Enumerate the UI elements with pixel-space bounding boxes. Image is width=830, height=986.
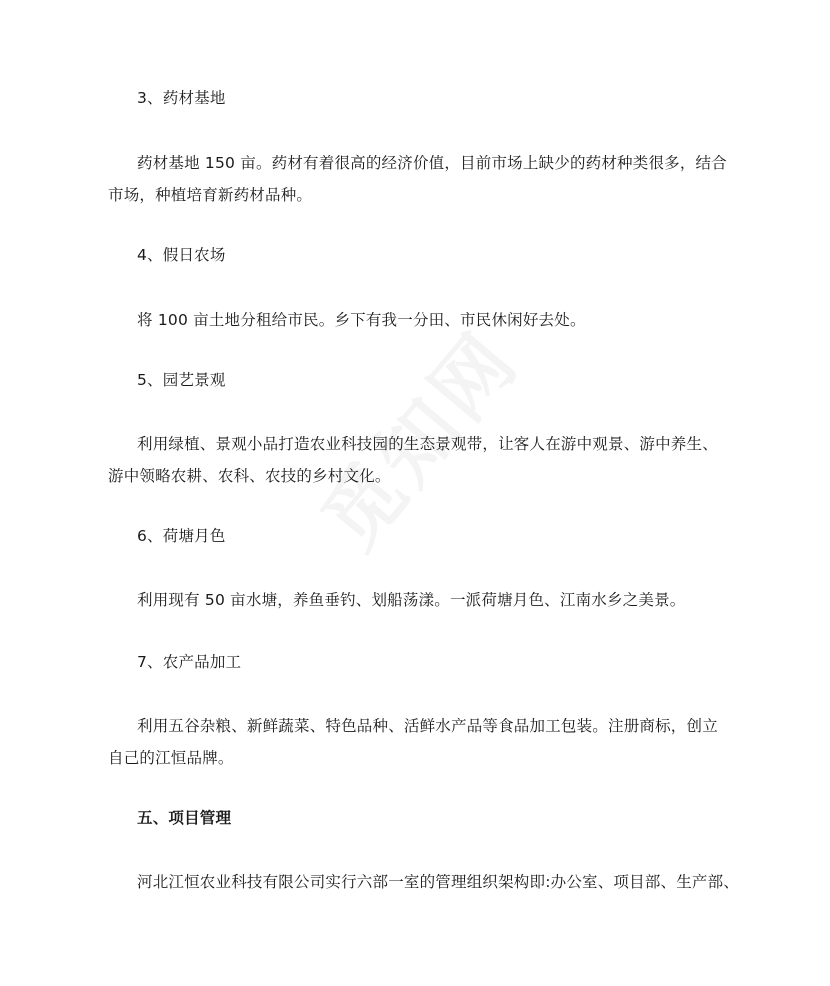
section-heading-landscape: 5、园艺景观 (137, 371, 226, 389)
paragraph-herb-base-line-1: 药材基地 150 亩。药材有着很高的经济价值，目前市场上缺少的药材种类很多，结合 (137, 154, 727, 172)
chapter-heading-project-management: 五、项目管理 (137, 809, 232, 827)
paragraph-processing-line-2: 自己的江恒品牌。 (108, 749, 234, 767)
paragraph-landscape-line-1: 利用绿植、景观小品打造农业科技园的生态景观带，让客人在游中观景、游中养生、 (137, 435, 718, 453)
section-heading-herb-base: 3、药材基地 (137, 89, 226, 107)
paragraph-lotus-pond-line-1: 利用现有 50 亩水塘，养鱼垂钓、划船荡漾。一派荷塘月色、江南水乡之美景。 (137, 591, 686, 609)
paragraph-landscape-line-2: 游中领略农耕、农科、农技的乡村文化。 (108, 467, 391, 485)
section-heading-processing: 7、农产品加工 (137, 653, 242, 671)
paragraph-management-line-1: 河北江恒农业科技有限公司实行六部一室的管理组织架构即:办公室、项目部、生产部、 (137, 873, 740, 891)
section-heading-holiday-farm: 4、假日农场 (137, 246, 226, 264)
paragraph-herb-base-line-2: 市场，种植培育新药材品种。 (108, 186, 313, 204)
section-heading-lotus-pond: 6、荷塘月色 (137, 527, 226, 545)
paragraph-holiday-farm-line-1: 将 100 亩土地分租给市民。乡下有我一分田、市民休闲好去处。 (137, 311, 586, 329)
paragraph-processing-line-1: 利用五谷杂粮、新鲜蔬菜、特色品种、活鲜水产品等食品加工包装。注册商标，创立 (137, 717, 718, 735)
